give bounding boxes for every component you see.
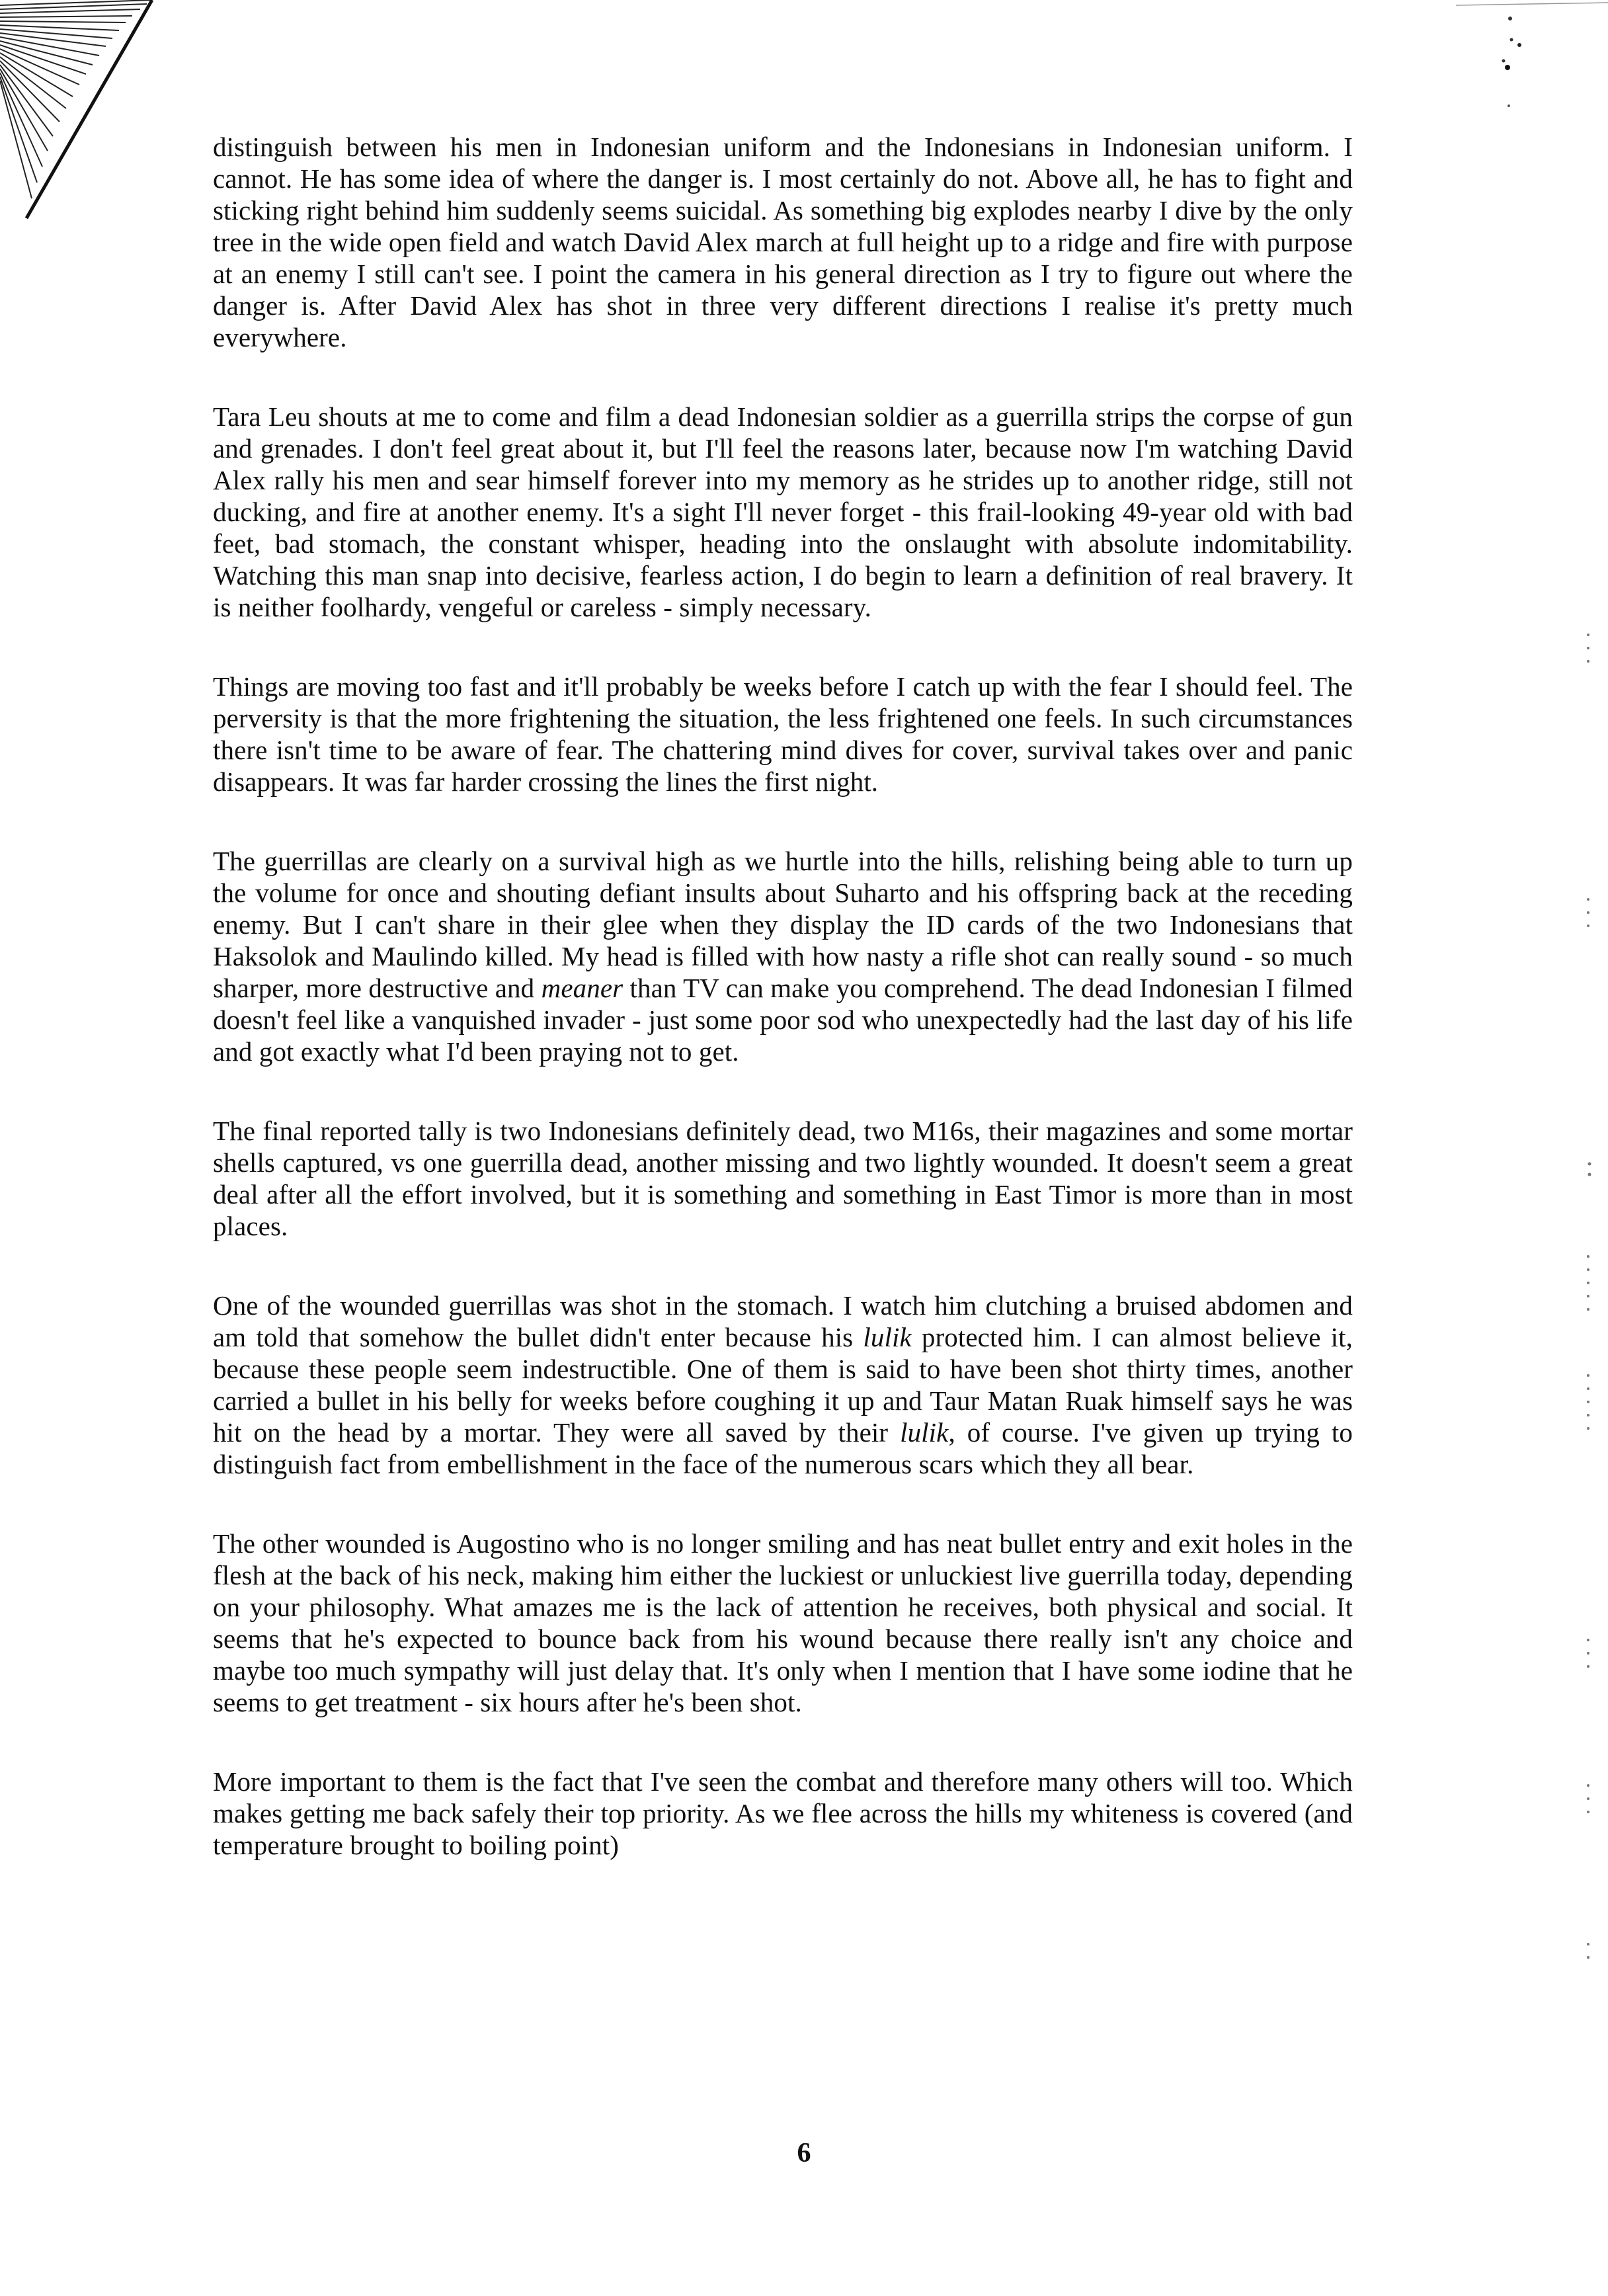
paragraph-6-italic-2: lulik — [900, 1417, 949, 1448]
paragraph-8: More important to them is the fact that I've seen the combat and therefore many others will too. Which makes getting me back safely their top priority. As we flee across the hills my whiteness is covered (and temperature brought to boiling point) — [213, 1766, 1353, 1860]
paragraph-3: Things are moving too fast and it'll probably be weeks before I catch up with the fear I should feel. The perversity is that the more frightening the situation, the less frightened one feels. In such circumstances there isn't time to be aware of fear. The chattering mind dives for cover, survival takes over and panic disappears. It was far harder crossing the lines the first night. — [213, 671, 1353, 797]
document-body — [213, 131, 1353, 1908]
paragraph-6-text: One of the wounded guerrillas was shot in the stomach. I watch him clutching a bruised abdomen and am told that somehow the bullet didn't enter because his — [213, 1290, 1353, 1352]
paragraph-6-mid: protected him. I can almost believe it, because these people seem indestructible. One of them is said to have been shot thirty times, another carried a bullet in his belly for weeks before coughing it up and Taur Matan Ruak himself says he was hit on the head by a mortar. They were all saved by their — [213, 1322, 1353, 1448]
paragraph-4-italic: meaner — [541, 973, 623, 1003]
paragraph-6 — [213, 1290, 1353, 1480]
scan-edge-artifact — [1456, 0, 1608, 132]
paragraph-1: distinguish between his men in Indonesian uniform and the Indonesians in Indonesian uniform. I cannot. He has some idea of where the danger is. I most certainly do not. Above all, he has to fight and sticking right behind him suddenly seems suicidal. As something big explodes nearby I dive by the only tree in the wide open field and watch David Alex march at full height up to a ridge and fire with purpose at an enemy I still can't see. I point the camera in his general direction as I try to figure out where the danger is. After David Alex has shot in three very different directions I realise it's pretty much everywhere. — [213, 132, 1353, 352]
paragraph-6-italic-1: lulik — [863, 1322, 912, 1352]
page-number: 6 — [797, 2138, 811, 2168]
paragraph-6-end: , of course. I've given up trying to distinguish fact from embellishment in the face of the numerous scars which they all bear. — [213, 1417, 1353, 1479]
scan-corner-artifact — [0, 0, 159, 225]
paragraph-4 — [213, 845, 1353, 1067]
paragraph-5: The final reported tally is two Indonesians definitely dead, two M16s, their magazines and some mortar shells captured, vs one guerrilla dead, another missing and two lightly wounded. It doesn't seem a great deal after all the effort involved, but it is something and something in East Timor is more than in most places. — [213, 1116, 1353, 1241]
scan-margin-dots — [1568, 595, 1608, 1984]
paragraph-4-rest: than TV can make you comprehend. The dead Indonesian I filmed doesn't feel like a vanquished invader - just some poor sod who unexpectedly had the last day of his life and got exactly what I'd been praying not to get. — [213, 973, 1353, 1067]
paragraph-4-text: The guerrillas are clearly on a survival high as we hurtle into the hills, relishing being able to turn up the volume for once and shouting defiant insults about Suharto and his offspring back at the receding enemy. But I can't share in their glee when they display the ID cards of the two Indonesians that Haksolok and Maulindo killed. My head is filled with how nasty a rifle shot can really sound - so much sharper, more destructive and — [213, 846, 1353, 1003]
paragraph-7: The other wounded is Augostino who is no longer smiling and has neat bullet entry and exit holes in the flesh at the back of his neck, making him either the luckiest or unluckiest live guerrilla today, depending on your philosophy. What amazes me is the lack of attention he receives, both physical and social. It seems that he's expected to bounce back from his wound because there really isn't any choice and maybe too much sympathy will just delay that. It's only when I mention that I have some iodine that he seems to get treatment - six hours after he's been shot. — [213, 1528, 1353, 1717]
paragraph-2: Tara Leu shouts at me to come and film a dead Indonesian soldier as a guerrilla strips the corpse of gun and grenades. I don't feel great about it, but I'll feel the reasons later, because now I'm watching David Alex rally his men and sear himself forever into my memory as he strides up to another ridge, still not ducking, and fire at another enemy. It's a sight I'll never forget - this frail-looking 49-year old with bad feet, bad stomach, the constant whisper, heading into the onslaught with absolute indomitability. Watching this man snap into decisive, fearless action, I do begin to learn a definition of real bravery. It is neither foolhardy, vengeful or careless - simply necessary. — [213, 401, 1353, 622]
